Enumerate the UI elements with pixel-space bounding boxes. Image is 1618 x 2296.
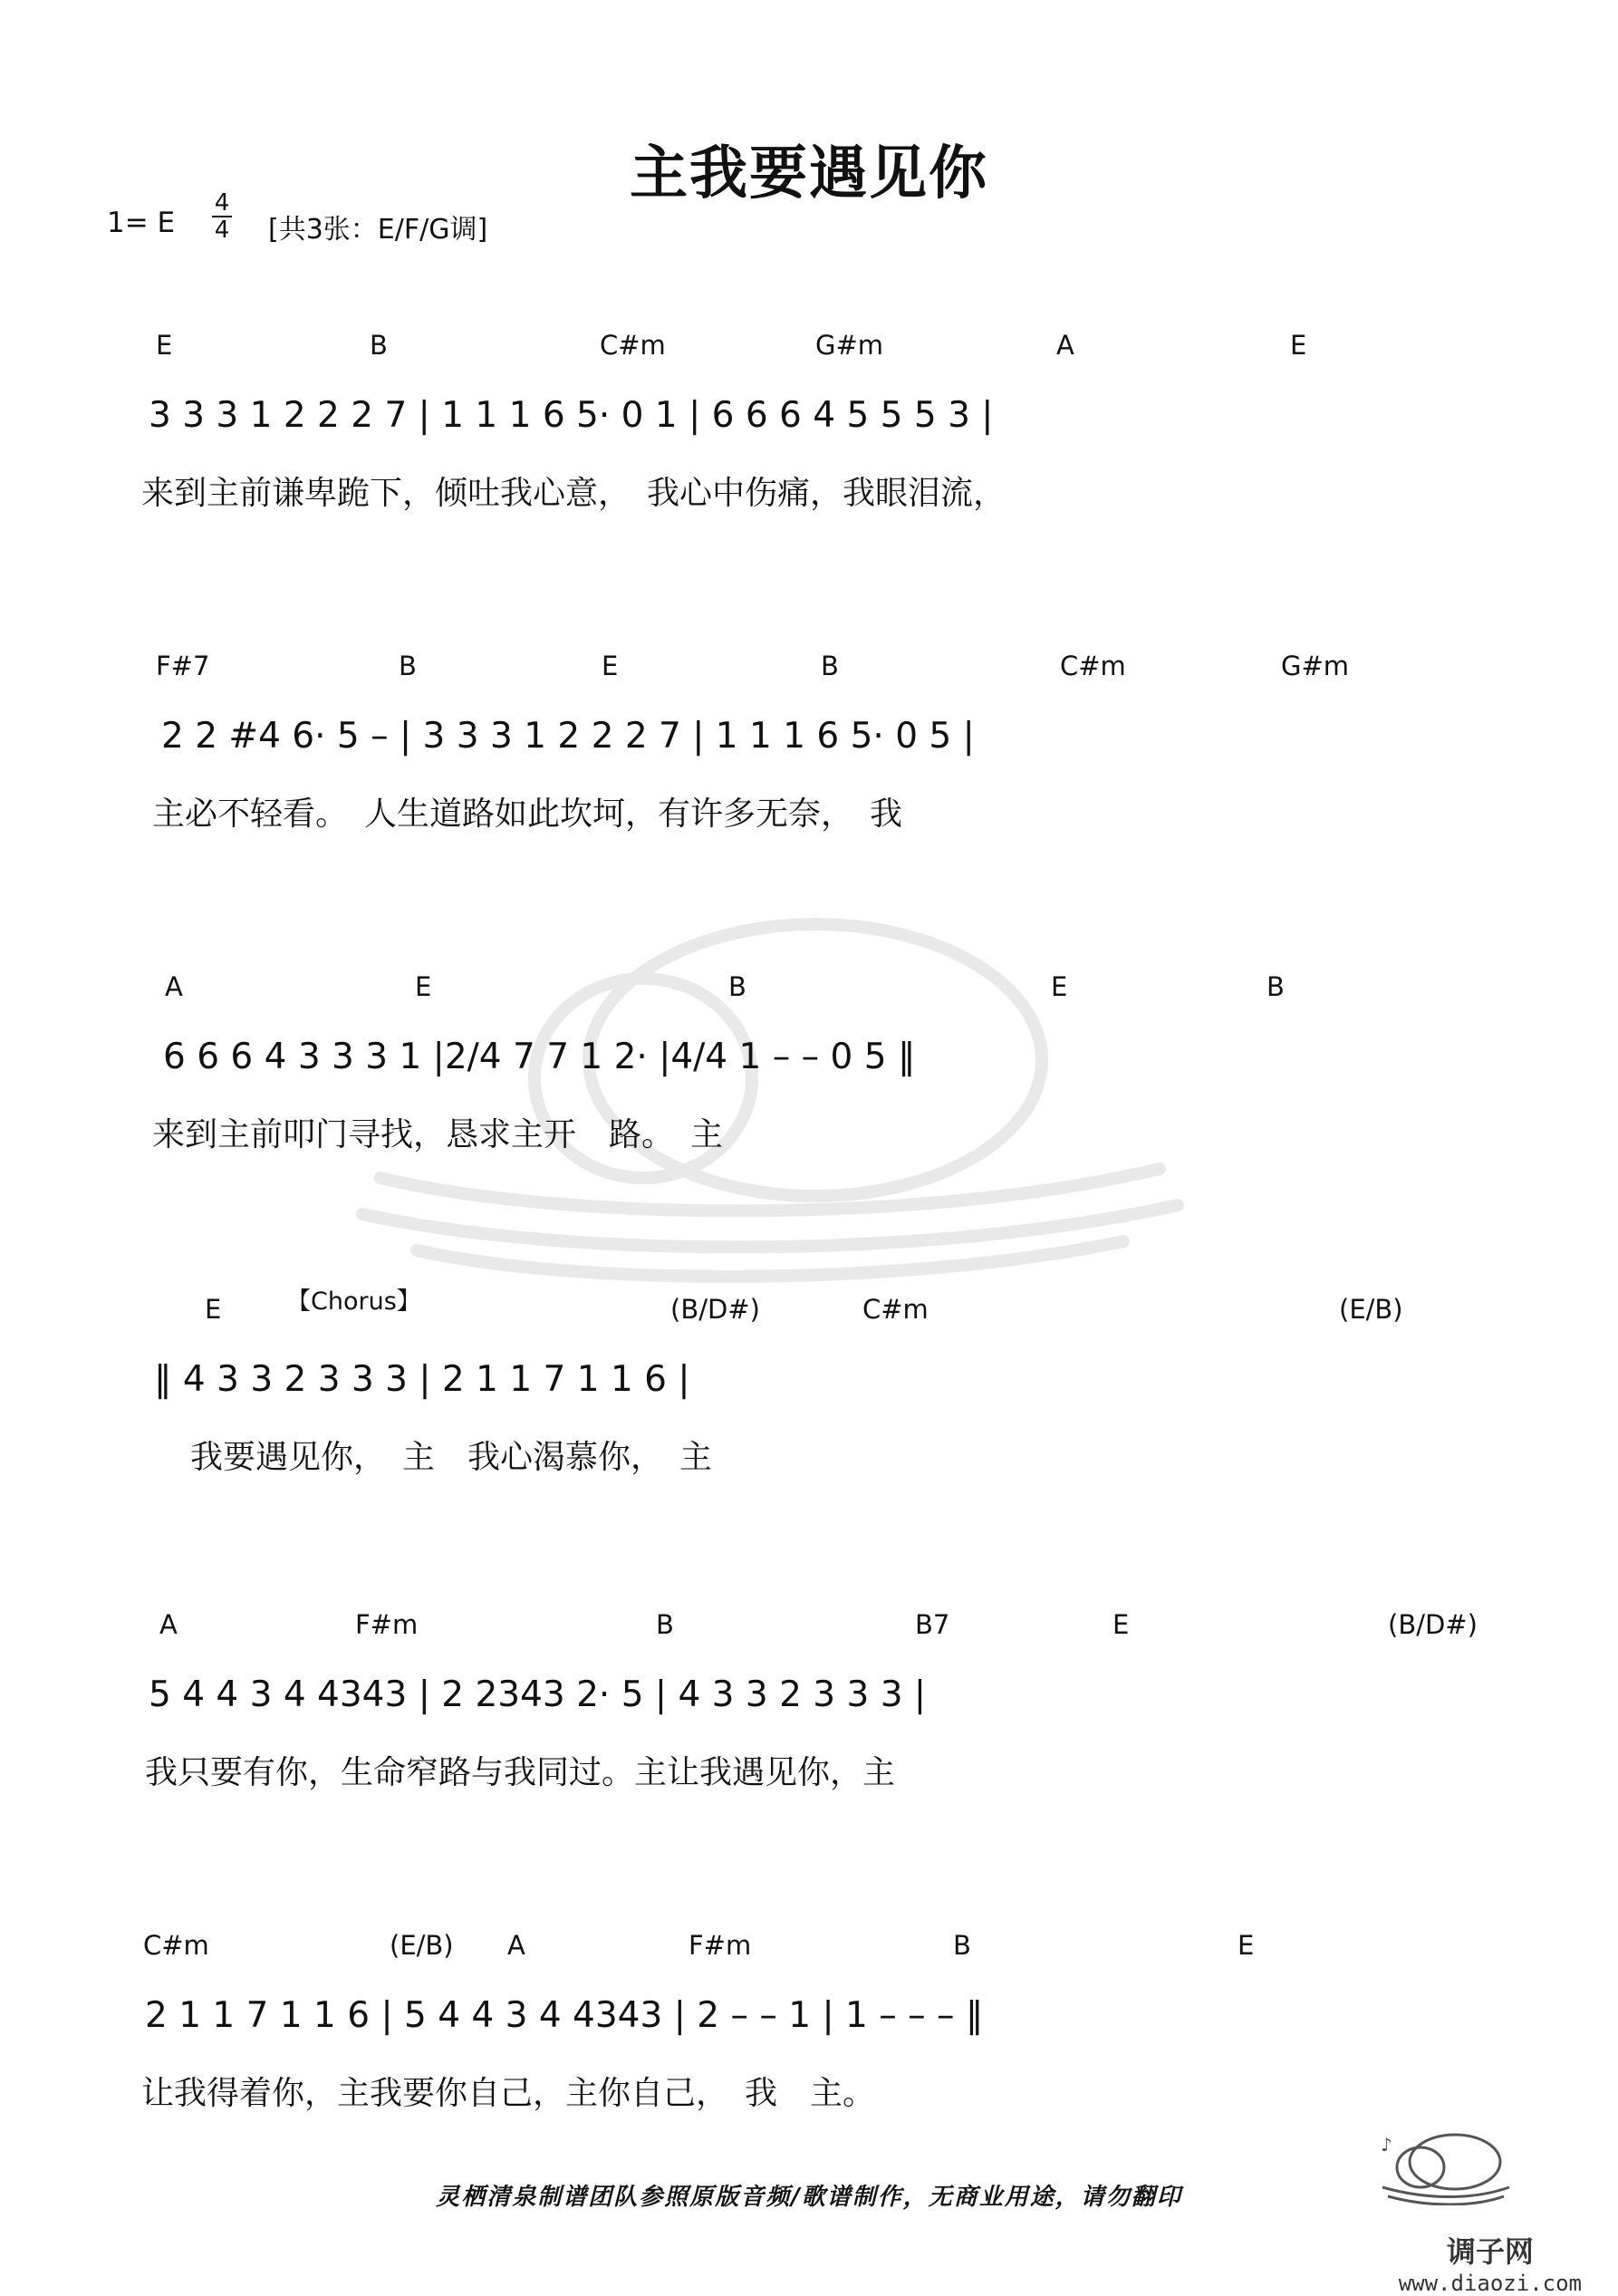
chord: E — [1112, 1609, 1130, 1640]
notes-line: 2 2 #4 6· 5 – | 3 3 3 1 2 2 2 7 | 1 1 1 6 5· 0 5 | — [161, 716, 975, 757]
chord: A — [159, 1609, 178, 1640]
site-url: www.diaozi.com — [1398, 2271, 1582, 2296]
notes-line: 5 4 4 3 4 4343 | 2 2343 2· 5 | 4 3 3 2 3 3 3 | — [149, 1674, 927, 1715]
site-name: 调子网 — [1446, 2234, 1534, 2269]
chord: F#m — [689, 1930, 752, 1961]
chord: B — [821, 651, 839, 681]
lyrics-line: 我只要有你，生命窄路与我同过。主让我遇见你，主 — [145, 1754, 896, 1791]
footer-note: 灵栖清泉制谱团队参照原版音频/歌谱制作，无商业用途，请勿翻印 — [436, 2184, 1182, 2211]
system-3 — [0, 968, 1618, 1240]
chorus-label: 【Chorus】 — [286, 1288, 421, 1316]
chord: (B/D#) — [1388, 1609, 1478, 1640]
system-1 — [0, 326, 1618, 598]
chord: B — [953, 1930, 971, 1961]
chord: E — [156, 330, 173, 361]
chord: C#m — [600, 330, 666, 361]
key-signature — [107, 189, 488, 246]
chord: A — [507, 1930, 525, 1961]
notes-line: 2 1 1 7 1 1 6 | 5 4 4 3 4 4343 | 2 – – 1 | 1 – – – ‖ — [145, 1995, 984, 2036]
chord: G#m — [815, 330, 884, 361]
chord: G#m — [1281, 651, 1350, 681]
system-4 — [0, 1287, 1618, 1558]
chord: E — [1290, 330, 1307, 361]
chord: A — [165, 971, 183, 1002]
chord: E — [205, 1294, 222, 1325]
chord: C#m — [143, 1930, 209, 1961]
key-label: 1= E — [107, 207, 176, 239]
key-info: [共3张：E/F/G调] — [268, 214, 488, 246]
site-mark — [1399, 2229, 1582, 2296]
chord: A — [1056, 330, 1074, 361]
chord: E — [602, 651, 619, 681]
notes-line: 6 6 6 4 3 3 3 1 |2/4 7 7 1 2· |4/4 1 – – 0 5 ‖ — [163, 1037, 916, 1077]
time-signature — [212, 190, 232, 243]
chord: B7 — [915, 1609, 950, 1640]
chord: B — [370, 330, 388, 361]
time-bottom: 4 — [214, 217, 230, 244]
chord: E — [1051, 971, 1068, 1002]
chord: C#m — [862, 1294, 929, 1325]
system-5 — [0, 1606, 1618, 1877]
chord: (E/B) — [390, 1930, 454, 1961]
chord: B — [399, 651, 417, 681]
lyrics-line: 主必不轻看。 人生道路如此坎坷，有许多无奈， 我 — [152, 796, 903, 833]
lyrics-line: 我要遇见你， 主 我心渴慕你， 主 — [190, 1439, 713, 1476]
notes-line: ‖ 4 3 3 2 3 3 3 | 2 1 1 7 1 1 6 | — [154, 1359, 690, 1400]
chord: E — [1238, 1930, 1255, 1961]
chord: B — [656, 1609, 674, 1640]
svg-text:♪: ♪ — [1381, 2134, 1392, 2156]
chord: B — [1266, 971, 1285, 1002]
time-top: 4 — [214, 189, 230, 217]
lyrics-line: 来到主前谦卑跪下，倾吐我心意， 我心中伤痛，我眼泪流， — [141, 475, 1006, 512]
lyrics-line: 让我得着你，主我要你自己，主你自己， 我 主。 — [141, 2075, 876, 2112]
chord: B — [728, 971, 746, 1002]
chord: (B/D#) — [670, 1294, 760, 1325]
lyrics-line: 来到主前叩门寻找，恳求主开 路。 主 — [152, 1116, 724, 1153]
chord: C#m — [1060, 651, 1126, 681]
chord: F#m — [355, 1609, 419, 1640]
page-title: 主我要遇见你 — [630, 140, 988, 207]
notes-line: 3 3 3 1 2 2 2 7 | 1 1 1 6 5· 0 1 | 6 6 6 4 5 5 5 3 | — [149, 395, 994, 436]
system-2 — [0, 647, 1618, 919]
chord: F#7 — [156, 651, 210, 681]
chord: (E/B) — [1339, 1294, 1403, 1325]
chord: E — [415, 971, 432, 1002]
